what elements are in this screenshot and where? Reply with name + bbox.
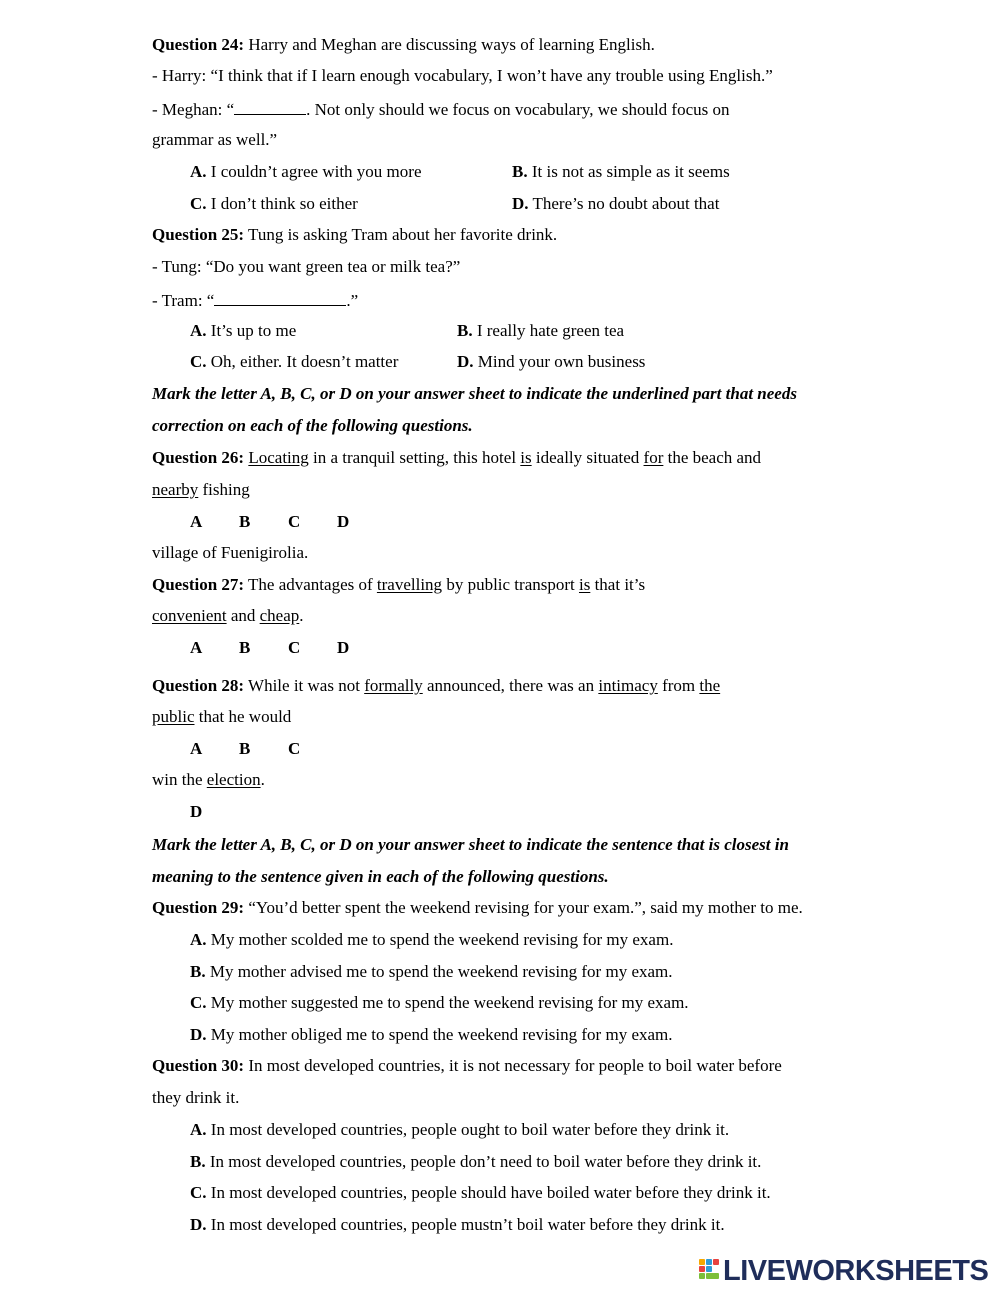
q27-text: The advantages of: [244, 575, 377, 594]
q26-text: the beach and: [663, 448, 762, 467]
option-letter: A.: [190, 930, 207, 949]
option-letter: B.: [190, 962, 206, 981]
q28-letter-c[interactable]: C: [288, 739, 301, 758]
q26-part-c[interactable]: for: [643, 448, 664, 467]
q30-option-c[interactable]: [190, 1184, 771, 1201]
q28-line1: [152, 677, 720, 694]
q24-header: [152, 36, 655, 53]
q29-label: Question 29:: [152, 898, 245, 917]
option-letter: D.: [512, 194, 529, 213]
option-letter: A.: [190, 162, 207, 181]
option-letter: C.: [190, 1183, 207, 1202]
q26-text: ideally situated: [531, 448, 644, 467]
option-letter: C.: [190, 352, 207, 371]
instruction-closest-line1: Mark the letter A, B, C, or D on your answer sheet to indicate the sentence that is closest in: [152, 835, 789, 854]
q28-text: from: [657, 676, 700, 695]
q25-stem: Tung is asking Tram about her favorite drink.: [248, 225, 558, 244]
q29-stem: “You’d better spent the weekend revising for your exam.”, said my mother to me.: [248, 898, 803, 917]
option-text: My mother scolded me to spend the weekend revising for my exam.: [210, 930, 674, 949]
q28-letter-a[interactable]: A: [190, 739, 203, 758]
option-text: I don’t think so either: [210, 194, 358, 213]
q25-header: [152, 226, 557, 243]
option-text: My mother suggested me to spend the weekend revising for my exam.: [210, 993, 689, 1012]
q27-letter-a[interactable]: A: [190, 638, 203, 657]
option-letter: A.: [190, 1120, 207, 1139]
option-letter: B.: [457, 321, 473, 340]
option-letter: C.: [190, 194, 207, 213]
option-text: In most developed countries, people mustn’t boil water before they drink it.: [210, 1215, 725, 1234]
q28-part-a[interactable]: formally: [364, 676, 423, 695]
q28-letter-d[interactable]: D: [190, 802, 203, 821]
q27-part-c[interactable]: convenient: [152, 606, 227, 625]
option-text: It’s up to me: [210, 321, 297, 340]
q27-part-a[interactable]: travelling: [376, 575, 443, 594]
option-letter: C.: [190, 993, 207, 1012]
q27-text: by public transport: [442, 575, 579, 594]
q26-text: fishing: [198, 480, 250, 499]
q24-option-b[interactable]: [512, 163, 730, 180]
option-text: In most developed countries, people should have boiled water before they drink it.: [210, 1183, 771, 1202]
option-text: There’s no doubt about that: [532, 194, 720, 213]
q26-text: in a tranquil setting, this hotel: [308, 448, 521, 467]
q25-option-d[interactable]: [457, 353, 645, 370]
q28-text: that he would: [194, 707, 292, 726]
instruction-error-line1: Mark the letter A, B, C, or D on your answer sheet to indicate the underlined part that needs: [152, 384, 797, 403]
q25-option-c[interactable]: [190, 353, 398, 370]
q25-option-b[interactable]: [457, 322, 624, 339]
q29-option-c[interactable]: [190, 994, 689, 1011]
q28-part-b[interactable]: intimacy: [598, 676, 658, 695]
q28-label: Question 28:: [152, 676, 245, 695]
option-text: It is not as simple as it seems: [531, 162, 730, 181]
q24-blank[interactable]: [234, 99, 306, 115]
q24-option-c[interactable]: [190, 195, 358, 212]
q29-header: [152, 899, 803, 916]
q26-letter-a[interactable]: A: [190, 512, 203, 531]
liveworksheets-logo: [698, 1254, 989, 1287]
q26-letter-b[interactable]: B: [239, 512, 251, 531]
q30-stem-line2: they drink it.: [152, 1088, 240, 1107]
q27-text: and: [226, 606, 260, 625]
q28-text: win the: [152, 770, 207, 789]
q26-part-d[interactable]: nearby: [152, 480, 199, 499]
q28-part-c-the[interactable]: the: [699, 676, 721, 695]
q26-part-b[interactable]: is: [520, 448, 532, 467]
option-letter: A.: [190, 321, 207, 340]
option-text: My mother obliged me to spend the weekend revising for my exam.: [210, 1025, 673, 1044]
q28-line3: [152, 771, 265, 788]
liveworksheets-logo-text: LIVEWORKSHEETS: [723, 1254, 989, 1287]
q30-label: Question 30:: [152, 1056, 245, 1075]
q29-option-d[interactable]: [190, 1026, 673, 1043]
q28-text: .: [260, 770, 265, 789]
option-text: In most developed countries, people ought to boil water before they drink it.: [210, 1120, 730, 1139]
q25-tram: [152, 290, 358, 309]
q25-option-a[interactable]: [190, 322, 296, 339]
q25-label: Question 25:: [152, 225, 245, 244]
option-text: In most developed countries, people don’t need to boil water before they drink it.: [209, 1152, 762, 1171]
q30-option-a[interactable]: [190, 1121, 729, 1138]
q30-stem-line1: In most developed countries, it is not necessary for people to boil water before: [248, 1056, 782, 1075]
q26-label: Question 26:: [152, 448, 245, 467]
q26-line2: [152, 481, 250, 498]
q26-tail: village of Fuenigirolia.: [152, 543, 309, 562]
q24-option-d[interactable]: [512, 195, 719, 212]
q26-part-a[interactable]: Locating: [248, 448, 309, 467]
option-letter: D.: [190, 1025, 207, 1044]
q24-meghan-cont: grammar as well.”: [152, 130, 278, 149]
q27-label: Question 27:: [152, 575, 245, 594]
q27-line2: [152, 607, 304, 624]
q24-meghan: [152, 99, 730, 118]
q27-line1: [152, 576, 645, 593]
q26-letter-d[interactable]: D: [337, 512, 350, 531]
q27-letter-c[interactable]: C: [288, 638, 301, 657]
q26-line1: [152, 449, 761, 466]
q24-meghan-pre: - Meghan: “: [152, 100, 235, 119]
option-text: I couldn’t agree with you more: [210, 162, 422, 181]
q30-option-d[interactable]: [190, 1216, 725, 1233]
option-text: Oh, either. It doesn’t matter: [210, 352, 399, 371]
option-text: My mother advised me to spend the weekend revising for my exam.: [209, 962, 673, 981]
q24-label: Question 24:: [152, 35, 245, 54]
q26-letter-c[interactable]: C: [288, 512, 301, 531]
q27-letter-b[interactable]: B: [239, 638, 251, 657]
q24-stem: Harry and Meghan are discussing ways of learning English.: [248, 35, 655, 54]
option-letter: B.: [190, 1152, 206, 1171]
q24-harry: - Harry: “I think that if I learn enough vocabulary, I won’t have any trouble using English.”: [152, 66, 773, 85]
q30-option-b[interactable]: [190, 1153, 761, 1170]
q28-part-d[interactable]: election: [206, 770, 261, 789]
q27-letter-d[interactable]: D: [337, 638, 350, 657]
q24-meghan-post: . Not only should we focus on vocabulary, we should focus on: [306, 100, 730, 119]
q27-text: that it’s: [590, 575, 646, 594]
q30-header: [152, 1057, 782, 1074]
instruction-error-line2: correction on each of the following questions.: [152, 416, 473, 435]
option-letter: D.: [190, 1215, 207, 1234]
q27-part-b[interactable]: is: [578, 575, 591, 594]
option-letter: D.: [457, 352, 474, 371]
option-letter: B.: [512, 162, 528, 181]
q29-option-a[interactable]: [190, 931, 673, 948]
option-text: I really hate green tea: [476, 321, 625, 340]
q25-tung: - Tung: “Do you want green tea or milk tea?”: [152, 257, 461, 276]
q28-text: While it was not: [244, 676, 365, 695]
q27-text: .: [299, 606, 304, 625]
q28-part-c-public[interactable]: public: [152, 707, 195, 726]
q24-option-a[interactable]: [190, 163, 422, 180]
q25-blank[interactable]: [214, 290, 346, 306]
liveworksheets-logo-icon: [698, 1258, 720, 1284]
q28-text: announced, there was an: [422, 676, 599, 695]
q25-tram-post: .”: [346, 291, 359, 310]
q25-tram-pre: - Tram: “: [152, 291, 215, 310]
q27-part-d[interactable]: cheap: [259, 606, 300, 625]
instruction-closest-line2: meaning to the sentence given in each of the following questions.: [152, 867, 609, 886]
q29-option-b[interactable]: [190, 963, 673, 980]
q28-letter-b[interactable]: B: [239, 739, 251, 758]
option-text: Mind your own business: [477, 352, 646, 371]
q28-line2: [152, 708, 291, 725]
